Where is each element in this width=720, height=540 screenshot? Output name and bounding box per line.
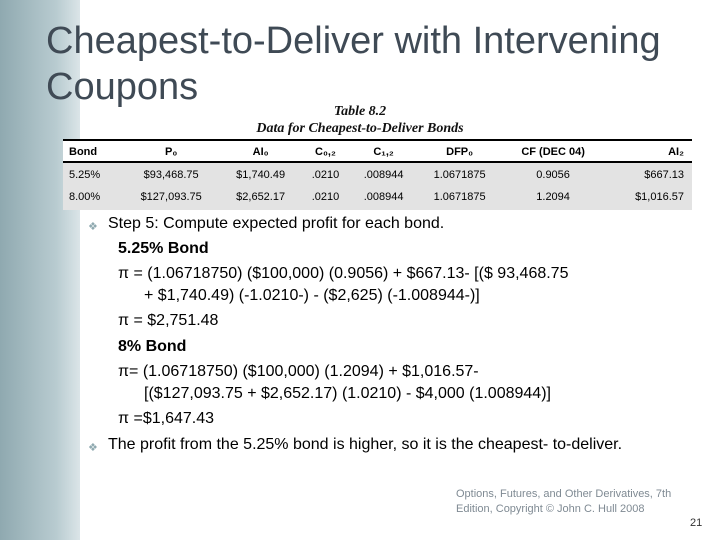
table-cell: $667.13 xyxy=(644,169,684,181)
table-cell: 0.9056 xyxy=(536,169,570,181)
table-header-cell: CF (DEC 04) xyxy=(502,140,604,162)
slide-title: Cheapest-to-Deliver with Intervening Coupons xyxy=(46,20,661,108)
table-cell: $2,652.17 xyxy=(236,191,286,203)
bullet-conclusion-text: The profit from the 5.25% bond is higher, so it is the cheapest- to-deliver. xyxy=(108,435,623,453)
bond-data-table xyxy=(63,139,692,207)
slide-number: 21 xyxy=(690,517,703,529)
table-cell: $127,093.75 xyxy=(140,191,202,203)
table-cell: 1.0671875 xyxy=(433,191,486,203)
table-cell: .008944 xyxy=(363,169,404,181)
table-cell: $1,016.57 xyxy=(635,191,684,203)
table-cell: .0210 xyxy=(311,191,340,203)
table-header-cell: AI₂ xyxy=(604,140,692,162)
footer-copyright: Options, Futures, and Other Derivatives, 7th Edition, Copyright © John C. Hull 2008 xyxy=(456,488,672,515)
table-cell: 1.2094 xyxy=(536,191,570,203)
bond1-equation-line2: + $1,740.49) (-1.0210-) - ($2,625) (-1.008944-)] xyxy=(144,286,480,304)
bullet-marker-icon: ❖ xyxy=(88,221,98,233)
table-caption xyxy=(200,103,520,137)
table-row xyxy=(63,185,692,207)
bond2-equation-line2: [($127,093.75 + $2,652.17) (1.0210) - $4,000 (1.008944)] xyxy=(144,384,551,402)
bullet-conclusion xyxy=(88,435,706,456)
table-header-cell: DFP₀ xyxy=(417,140,502,162)
bond2-equation-line1: π= (1.06718750) ($100,000) (1.2094) + $1,016.57- xyxy=(118,363,479,380)
bond-data-table-container xyxy=(63,139,692,210)
bullet-marker-icon: ❖ xyxy=(88,441,98,454)
table-header-row xyxy=(63,140,692,162)
table-row xyxy=(63,162,692,185)
table-cell: 8.00% xyxy=(69,191,101,203)
table-caption-title: Data for Cheapest-to-Deliver Bonds xyxy=(256,121,464,136)
table-header-cell: C₀,₂ xyxy=(301,140,350,162)
table-cell: .008944 xyxy=(363,191,404,203)
table-cell: $93,468.75 xyxy=(143,169,199,181)
table-cell: 5.25% xyxy=(69,169,101,181)
bond2-result: π =$1,647.43 xyxy=(118,410,215,427)
table-caption-number: Table 8.2 xyxy=(333,104,387,119)
table-cell: $1,740.49 xyxy=(236,169,286,181)
bond1-result: π = $2,751.48 xyxy=(118,312,219,329)
table-cell: .0210 xyxy=(311,169,340,181)
table-header-cell: P₀ xyxy=(122,140,220,162)
bond2-heading: 8% Bond xyxy=(118,337,187,355)
table-header-cell: AI₀ xyxy=(220,140,301,162)
table-header-cell: C₁,₂ xyxy=(350,140,417,162)
bullet-step5-text: Step 5: Compute expected profit for each bond. xyxy=(108,215,445,232)
bond1-equation-line1: π = (1.06718750) ($100,000) (0.9056) + $667.13- [($ 93,468.75 xyxy=(118,265,569,282)
slide-body xyxy=(88,214,706,459)
table-cell: 1.0671875 xyxy=(433,169,486,181)
bond1-heading: 5.25% Bond xyxy=(118,239,209,257)
bullet-step5 xyxy=(88,214,706,235)
table-header-cell: Bond xyxy=(63,140,122,162)
